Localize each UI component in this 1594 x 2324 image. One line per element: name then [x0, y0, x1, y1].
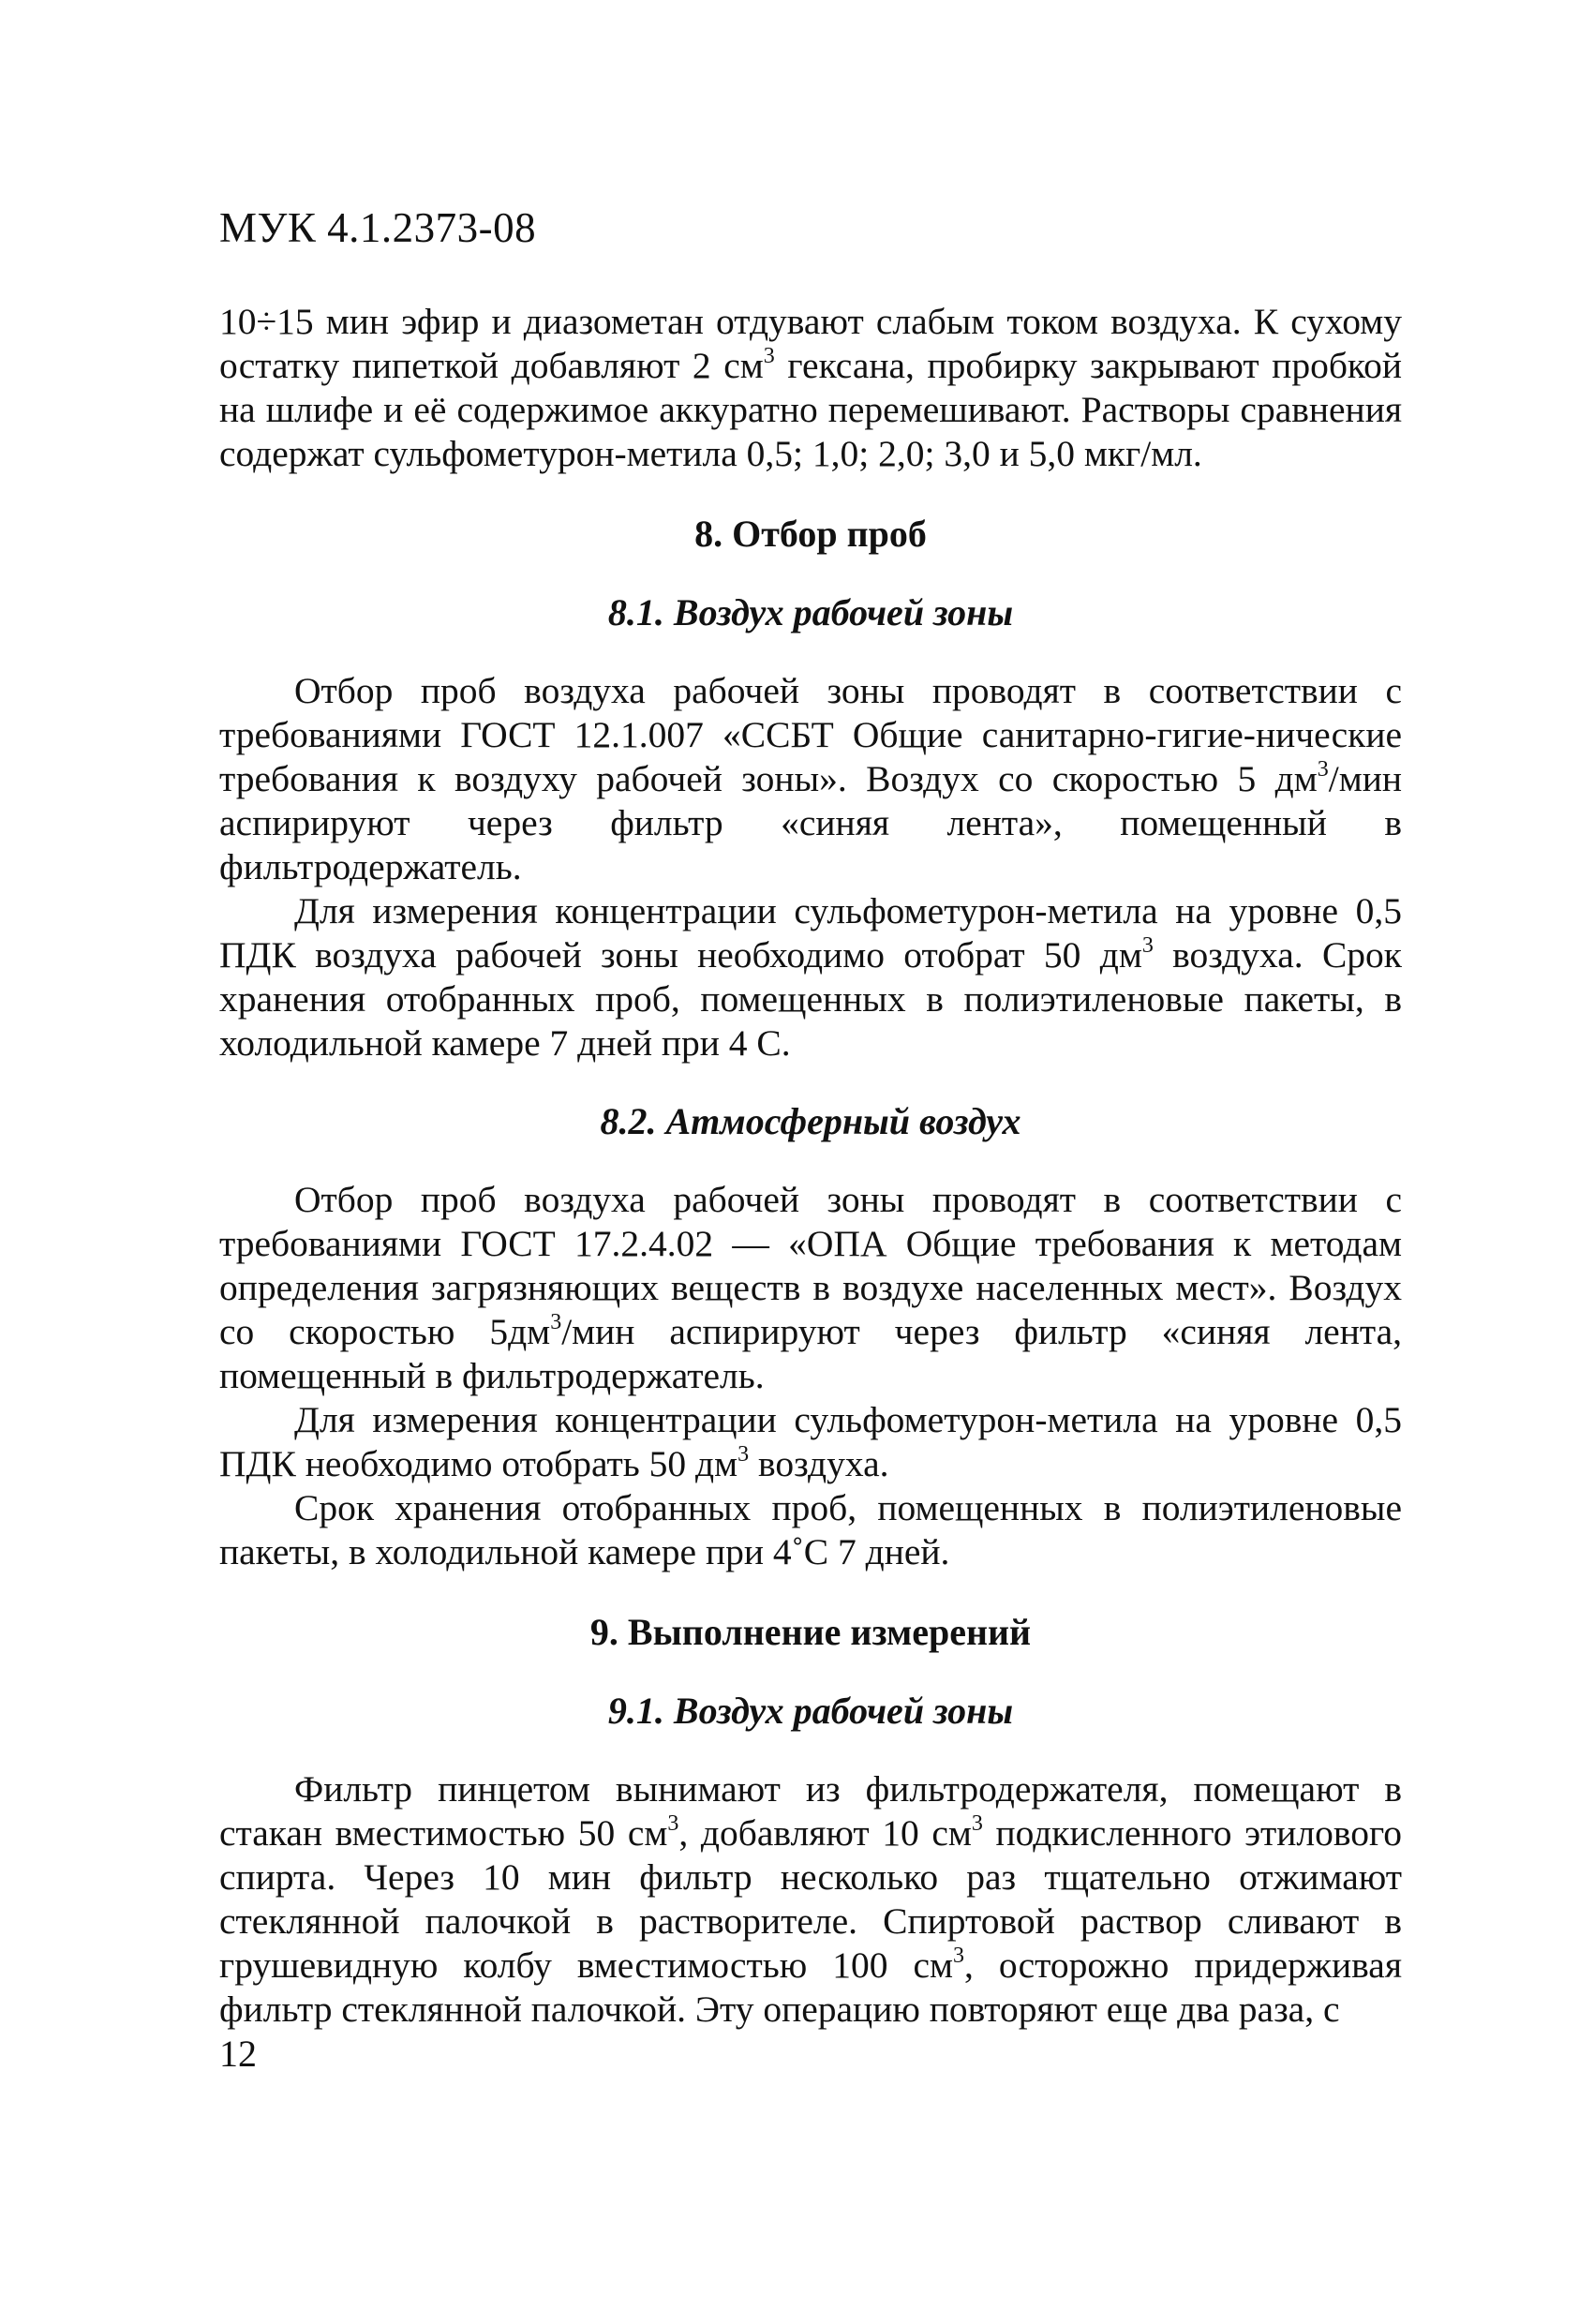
- text-run: Для измерения концентрации сульфометурон-метила на уровне 0,5 ПДК необходимо отобрать 50 дм: [219, 1399, 1402, 1484]
- subsection-8-2-title: 8.2. Атмосферный воздух: [600, 1100, 1021, 1142]
- text-run: , добавляют 10 см: [678, 1812, 972, 1854]
- text-run: подкисленного этилового спирта. Через 10 мин фильтр несколько раз тщательно отжимают стеклянной палочкой в растворителе. Спиртовой раствор сливают в грушевидную колбу вместимостью 100 см: [219, 1812, 1402, 1986]
- document-code-header: МУК 4.1.2373-08: [219, 204, 537, 251]
- superscript: 3: [737, 1442, 750, 1467]
- text-run: Для измерения концентрации сульфометурон-метила на уровне 0,5 ПДК воздуха рабочей зоны необходимо отобрат 50 дм: [219, 890, 1402, 976]
- text-run: /мин аспирируют через фильтр «синяя лента, помещенный в фильтродержатель.: [219, 1311, 1402, 1396]
- superscript: 3: [550, 1310, 562, 1334]
- paragraph-9-1-1: [219, 1767, 1402, 2032]
- superscript: 3: [1317, 757, 1329, 782]
- text-run: Отбор проб воздуха рабочей зоны проводят в соответствии с требованиями ГОСТ 17.2.4.02 — «ОПА Общие требования к методам определения загрязняющих веществ в воздухе населенных мест». Воздух со скоростью 5дм: [219, 1179, 1402, 1352]
- subsection-9-1-title: 9.1. Воздух рабочей зоны: [607, 1690, 1014, 1732]
- paragraph-8-2-3: Срок хранения отобранных проб, помещенных в полиэтиленовые пакеты, в холодильной камере при 4˚С 7 дней.: [219, 1487, 1402, 1572]
- text-run: Фильтр пинцетом вынимают из фильтродержателя, помещают в стакан вместимостью 50 см: [219, 1768, 1402, 1854]
- superscript: 3: [1141, 933, 1154, 958]
- intro-paragraph: [219, 300, 1402, 476]
- paragraph-8-2-1: [219, 1178, 1402, 1398]
- section-8-title: 8. Отбор проб: [694, 513, 927, 555]
- page-number: 12: [219, 2033, 257, 2075]
- text-run: /мин аспирируют через фильтр «синяя лента», помещенный в фильтродержатель.: [219, 758, 1402, 887]
- paragraph-8-2-2: [219, 1398, 1402, 1486]
- text-run: воздуха.: [749, 1443, 889, 1484]
- paragraph-8-1-1: [219, 669, 1402, 889]
- superscript: 3: [763, 344, 775, 368]
- text-run: гексана, пробирку закрывают пробкой на шлифе и её содержимое аккуратно перемешивают. Растворы сравнения содержат сульфометурон-метила 0,5; 1,0; 2,0; 3,0 и 5,0 мкг/мл.: [219, 345, 1402, 474]
- text-run: 10÷15 мин эфир и диазометан отдувают слабым током воздуха. К сухому остатку пипеткой добавляют 2 см: [219, 301, 1402, 386]
- text-run: Отбор проб воздуха рабочей зоны проводят в соответствии с требованиями ГОСТ 12.1.007 «ССБТ Общие санитарно-гигие-нические требования к воздуху рабочей зоны». Воздух со скоростью 5 дм: [219, 670, 1402, 799]
- superscript: 3: [667, 1811, 679, 1836]
- paragraph-8-1-2: [219, 889, 1402, 1065]
- text-run: воздуха. Срок хранения отобранных проб, помещенных в полиэтиленовые пакеты, в холодильной камере 7 дней при 4 С.: [219, 934, 1402, 1064]
- subsection-8-1-title: 8.1. Воздух рабочей зоны: [607, 591, 1014, 633]
- document-page: [219, 202, 1402, 2032]
- text-run: , осторожно придерживая фильтр стеклянной палочкой. Эту операцию повторяют еще два раза, с: [219, 1944, 1402, 2030]
- superscript: 3: [953, 1944, 965, 1968]
- superscript: 3: [971, 1811, 983, 1836]
- section-9-title: 9. Выполнение измерений: [589, 1611, 1032, 1653]
